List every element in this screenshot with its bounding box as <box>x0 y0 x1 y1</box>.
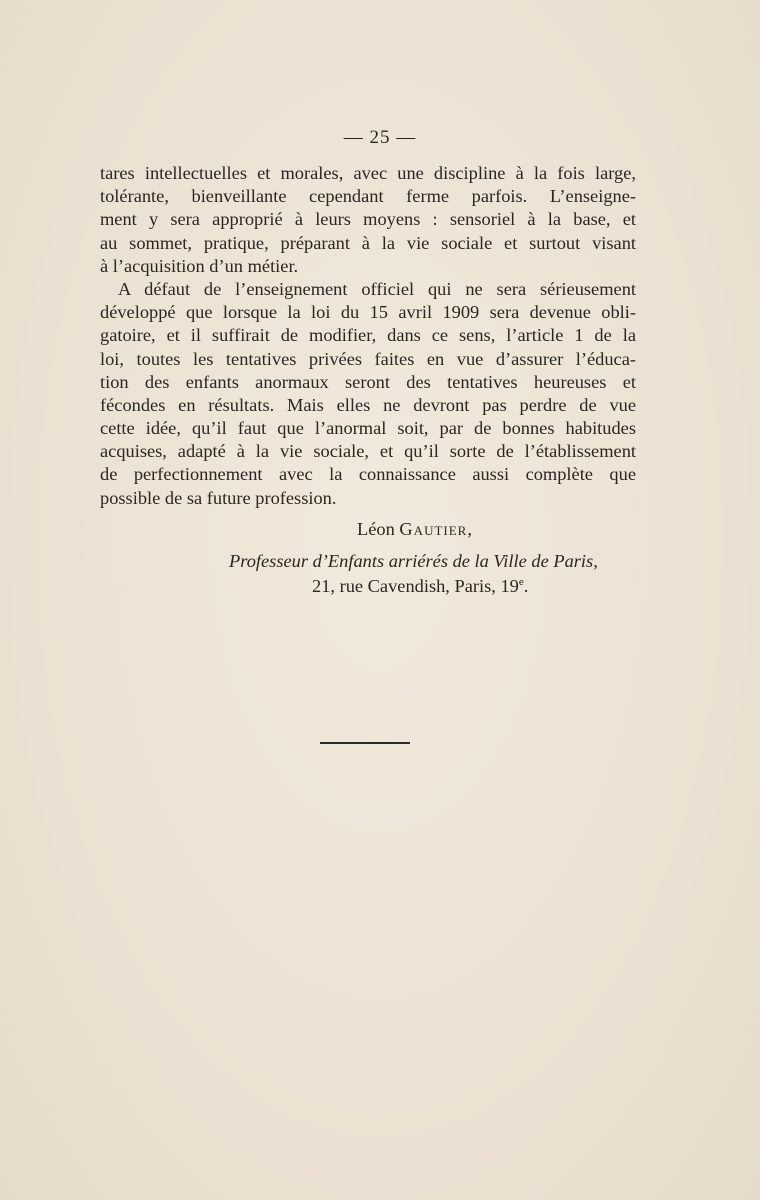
text-line: à l’acquisition d’un métier. <box>100 255 299 276</box>
text-line: A défaut de l’enseignement officiel qui ne sera sérieusement <box>118 278 636 299</box>
text-line: ment y sera approprié à leurs moyens : sensoriel à la base, et <box>100 209 636 230</box>
body-text <box>100 162 636 510</box>
text-line: fécondes en résultats. Mais elles ne devront pas perdre de vue <box>100 394 636 415</box>
text-line: acquises, adapté à la vie sociale, et qu’il sorte de l’établissement <box>100 441 636 462</box>
text-line: tares intellectuelles et morales, avec une discipline à la fois large, <box>100 163 636 183</box>
text-line: au sommet, pratique, préparant à la vie sociale et surtout visant <box>100 232 636 253</box>
text-line: possible de sa future profession. <box>100 487 337 508</box>
signature-name <box>357 519 473 540</box>
text-line: gatoire, et il suffirait de modifier, dans ce sens, l’article 1 de la <box>100 325 636 346</box>
text-line: développé que lorsque la loi du 15 avril 1909 sera devenue obli- <box>100 302 636 323</box>
text-line: cette idée, qu’il faut que l’anormal soit, par de bonnes habitudes <box>100 418 636 439</box>
end-rule <box>320 742 410 744</box>
text-line: tolérante, bienveillante cependant ferme parfois. L’enseigne- <box>100 186 636 207</box>
address-superscript: e <box>518 575 524 588</box>
signature-address <box>312 576 528 597</box>
address-text: 21, rue Cavendish, Paris, 19 <box>312 576 519 596</box>
text-line: de perfectionnement avec la connaissance aussi complète que <box>100 464 636 485</box>
text-line: tion des enfants anormaux seront des tentatives heureuses et <box>100 371 636 392</box>
signature-first-name: Léon <box>357 519 395 539</box>
signature-title: Professeur d’Enfants arriérés de la Ville de Paris, <box>229 551 598 571</box>
page-number: — 25 — <box>343 127 417 148</box>
text-line: loi, toutes les tentatives privées faites en vue d’assurer l’éduca- <box>100 348 636 369</box>
address-end: . <box>523 576 529 596</box>
signature-last-name: Gautier, <box>399 519 473 539</box>
